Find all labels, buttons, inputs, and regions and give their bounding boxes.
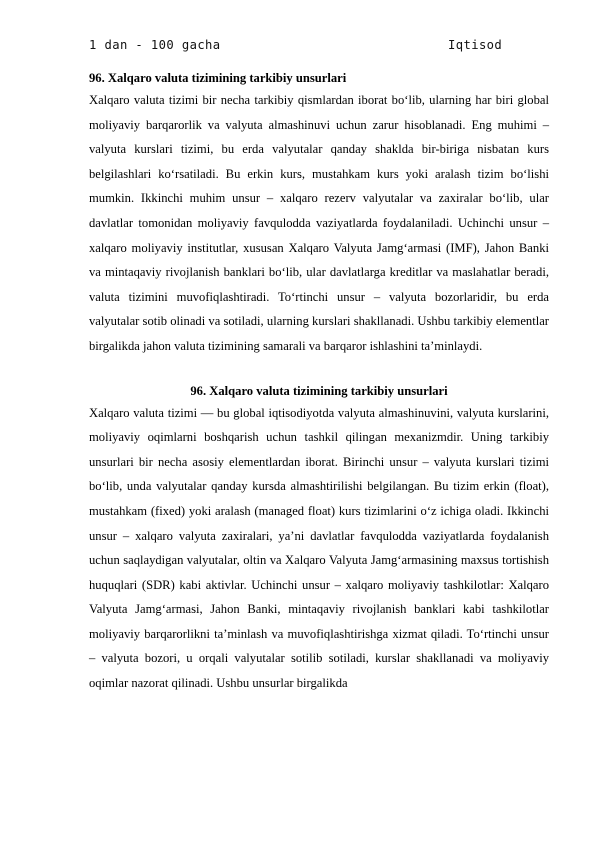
section-heading-1: 96. Xalqaro valuta tizimining tarkibiy unsurlari: [89, 71, 347, 85]
running-header: [89, 38, 509, 56]
document-body: [89, 68, 549, 696]
section-heading-2: 96. Xalqaro valuta tizimining tarkibiy unsurlari: [190, 383, 448, 398]
section-paragraph-2: Xalqaro valuta tizimi — bu global iqtisodiyotda valyuta almashinuvini, valyuta kurslarini, moliyaviy oqimlarni boshqarish uchun tashkil qilingan mexanizmdir. Uning tarkibiy unsurlari bir necha asosiy elementlardan iborat. Birinchi unsur – valyuta kurslari tizimi bo‘lib, unda valyutalar qanday kursda almashtirilishi belgilangan. Bu tizim erkin (float), mustahkam (fixed) yoki aralash (managed float) kurs tizimlarini o‘z ichiga oladi. Ikkinchi unsur – xalqaro valyuta zaxiralari, ya’ni davlatlar favqulodda vaziyatlarda foydalanish uchun saqlaydigan valyutalar, oltin va Xalqaro Valyuta Jamg‘armasining maxsus tortishish huquqlari (SDR) kabi aktivlar. Uchinchi unsur – xalqaro moliyaviy tashkilotlar: Xalqaro Valyuta Jamg‘armasi, Jahon Banki, mintaqaviy rivojlanish banklari kabi tashkilotlar moliyaviy barqarorlikni ta’minlash va muvofiqlashtirishga xizmat qiladi. To‘rtinchi unsur – valyuta bozori, u orqali valyutalar sotilib sotiladi, kurslar shakllanadi va moliyaviy oqimlar nazorat qilinadi. Ushbu unsurlar birgalikda: [89, 405, 549, 691]
header-subject-label: Iqtisod: [448, 38, 503, 52]
header-range-label: 1 dan - 100 gacha: [89, 38, 221, 52]
section-paragraph-1: Xalqaro valuta tizimi bir necha tarkibiy qismlardan iborat bo‘lib, ularning har biri global moliyaviy barqarorlik va valyuta almashinuvi uchun zarur hisoblanadi. Eng muhimi – valyuta kurslari tizimi, bu erda valyutalar qanday shaklda bir-biriga nisbatan kurs belgilashlari ko‘rsatiladi. Bu erkin kurs, mustahkam kurs yoki aralash tizim bo‘lishi mumkin. Ikkinchi muhim unsur – xalqaro rezerv valyutalar va zaxiralar bo‘lib, ular davlatlar tomonidan moliyaviy favqulodda vaziyatlarda foydalaniladi. Uchinchi unsur – xalqaro moliyaviy institutlar, xususan Xalqaro Valyuta Jamg‘armasi (IMF), Jahon Banki va mintaqaviy rivojlanish banklari bo‘lib, ular davlatlarga kreditlar va maslahatlar beradi, valuta tizimini muvofiqlashtiradi. To‘rtinchi unsur – valyuta bozorlaridir, bu erda valyutalar sotib olinadi va sotiladi, ularning kurslari shakllanadi. Ushbu tarkibiy elementlar birgalikda jahon valuta tizimining samarali va barqaror ishlashini ta’minlaydi.: [89, 93, 549, 353]
section-spacer: [89, 359, 549, 381]
